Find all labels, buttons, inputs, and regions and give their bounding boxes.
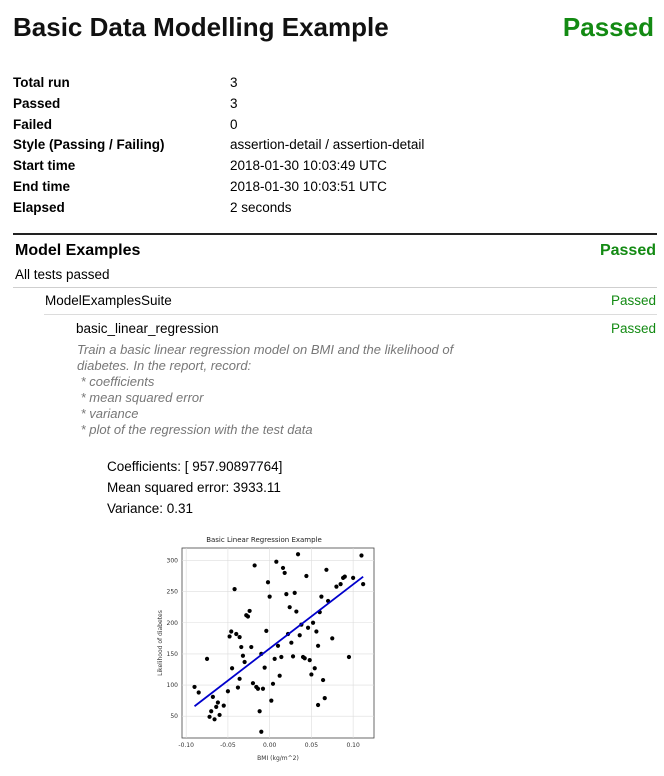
summary-key: Elapsed [13,199,65,215]
chart-title: Basic Linear Regression Example [206,536,322,544]
data-point [361,582,365,586]
data-point [227,634,231,638]
overall-status-badge: Passed [562,12,654,42]
data-point [207,715,211,719]
section-divider [13,233,657,235]
data-point [339,582,343,586]
data-point [253,563,257,567]
data-point [321,678,325,682]
x-axis-label: BMI (kg/m^2) [257,755,299,762]
variance-text: Variance: 0.31 [107,501,194,516]
data-point [334,585,338,589]
data-point [313,666,317,670]
data-point [291,654,295,658]
summary-row-end-time [13,177,653,198]
data-point [304,574,308,578]
data-point [351,576,355,580]
data-point [324,568,328,572]
x-tick-label: -0.05 [220,742,236,749]
data-point [264,629,268,633]
data-point [316,644,320,648]
section-subtitle: All tests passed [15,267,110,282]
data-point [261,687,265,691]
data-point [298,633,302,637]
data-point [279,655,283,659]
data-point [268,594,272,598]
data-point [311,621,315,625]
section-title: Model Examples [15,242,141,259]
data-point [212,717,216,721]
coefficients-text: Coefficients: [ 957.90897764] [107,459,283,474]
data-point [288,605,292,609]
data-point [239,645,243,649]
summary-row-failed [13,115,653,136]
data-point [303,656,307,660]
data-point [296,552,300,556]
data-point [259,730,263,734]
suite-rule [44,314,657,315]
x-tick-label: 0.00 [262,742,277,749]
summary-value: 3 [230,75,238,90]
summary-row-style [13,135,653,156]
data-point [211,695,215,699]
data-point [274,560,278,564]
data-point [232,587,236,591]
data-point [256,687,260,691]
data-point [283,571,287,575]
summary-table [13,73,653,219]
description-line: Train a basic linear regression model on BMI and the likelihood of [77,342,454,357]
y-tick-label: 150 [166,650,178,658]
mse-text: Mean squared error: 3933.11 [107,480,281,495]
data-point [319,594,323,598]
data-point [230,666,234,670]
regression-plot [150,530,390,770]
data-point [284,592,288,596]
data-point [289,641,293,645]
data-point [217,713,221,717]
summary-value: 3 [230,95,238,111]
test-name: basic_linear_regression [76,321,219,336]
summary-row-start-time [13,156,653,177]
data-point [236,685,240,689]
data-point [273,657,277,661]
data-point [238,635,242,639]
description-line: * mean squared error [77,390,204,405]
data-point [205,657,209,661]
data-point [258,709,262,713]
summary-key: Passed [13,95,61,111]
suite-name: ModelExamplesSuite [45,293,172,308]
y-axis-label: Likelihood of diabetes [157,610,164,676]
data-point [234,632,238,636]
summary-key: Start time [13,158,76,174]
data-point [216,700,220,704]
data-point [251,681,255,685]
summary-key: Total run [13,75,70,90]
data-point [330,636,334,640]
data-point [309,672,313,676]
data-point [209,709,213,713]
data-point [316,703,320,707]
data-point [293,591,297,595]
data-point [269,699,273,703]
data-point [229,629,233,633]
description-line: diabetes. In the report, record: [77,358,252,373]
data-point [359,553,363,557]
summary-row-total-run [13,73,653,94]
data-point [214,705,218,709]
summary-value: 0 [230,116,238,132]
y-tick-label: 300 [166,557,178,565]
data-point [278,674,282,678]
x-tick-label: 0.05 [304,742,319,749]
summary-value: 2 seconds [230,199,292,215]
data-point [266,580,270,584]
data-point [347,655,351,659]
report-header [13,12,654,52]
summary-row-elapsed [13,198,653,219]
data-point [343,575,347,579]
section-rule [13,287,657,288]
data-point [248,609,252,613]
summary-value: assertion-detail / assertion-detail [230,137,425,153]
y-tick-label: 250 [166,588,178,596]
y-tick-label: 50 [170,713,178,721]
data-point [192,685,196,689]
data-point [197,690,201,694]
y-tick-label: 100 [166,682,178,690]
summary-row-passed [13,94,653,115]
x-tick-label: 0.10 [346,742,360,749]
test-description [77,342,497,438]
data-point [241,654,245,658]
summary-key: End time [13,178,71,194]
report-output [107,456,282,519]
y-tick-label: 200 [166,619,178,627]
test-status-badge: Passed [610,321,656,336]
data-point [263,666,267,670]
data-point [222,704,226,708]
data-point [243,660,247,664]
description-line: * variance [77,406,139,421]
data-point [281,566,285,570]
summary-value: 2018-01-30 10:03:49 UTC [230,158,387,174]
data-point [306,626,310,630]
summary-key: Style (Passing / Failing) [13,137,165,153]
data-point [314,629,318,633]
data-point [294,609,298,613]
data-point [226,689,230,693]
data-point [271,682,275,686]
data-point [323,696,327,700]
data-point [246,614,250,618]
description-line: * coefficients [77,374,155,389]
description-line: * plot of the regression with the test data [77,422,313,437]
data-point [238,677,242,681]
data-point [249,645,253,649]
summary-key: Failed [13,116,53,132]
summary-value: 2018-01-30 10:03:51 UTC [230,178,387,194]
page-title: Basic Data Modelling Example [13,12,389,42]
suite-status-badge: Passed [610,293,656,308]
x-tick-label: -0.10 [178,742,194,749]
section-status-badge: Passed [599,242,656,259]
data-point [308,658,312,662]
